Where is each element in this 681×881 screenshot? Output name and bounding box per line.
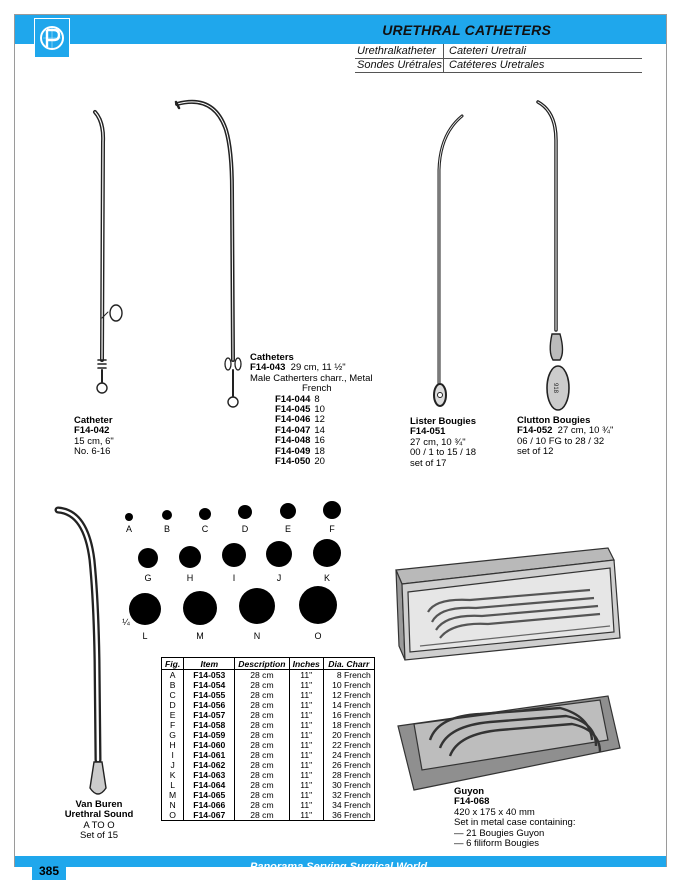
cell-fig: A — [162, 670, 184, 681]
van-buren-set: Set of 15 — [79, 830, 119, 842]
guyon-size: 420 x 175 x 40 mm — [454, 806, 535, 818]
guyon-case-illustration — [396, 548, 620, 790]
cell-description: 28 cm — [235, 670, 289, 681]
circle-G — [138, 548, 158, 568]
circle-label-m: M — [196, 631, 204, 641]
circle-label-j: J — [276, 573, 282, 583]
cell-dia-charr: 34 French — [323, 800, 374, 810]
catheters-size: 29 cm, 11 ½" — [290, 362, 346, 374]
catheter-size-value: 20 — [314, 456, 325, 468]
clutton-set: set of 12 — [517, 446, 554, 458]
cell-item: F14-055 — [184, 690, 235, 700]
cell-item: F14-063 — [184, 770, 235, 780]
cell-fig: B — [162, 680, 184, 690]
clutton-range: 06 / 10 FG to 28 / 32 — [517, 435, 605, 447]
table-row — [162, 810, 375, 821]
circle-J — [266, 541, 292, 567]
cell-description: 28 cm — [235, 770, 289, 780]
cell-fig: O — [162, 810, 184, 821]
catheter-size-item — [250, 405, 373, 415]
cell-item: F14-058 — [184, 720, 235, 730]
catheter-illustration — [95, 112, 122, 393]
cell-dia-charr: 10 French — [323, 680, 374, 690]
clutton-bougie-illustration — [538, 102, 569, 410]
cell-inches: 11" — [289, 700, 323, 710]
catheter-name: Catheter — [74, 415, 113, 426]
catheters-label — [250, 353, 373, 467]
cell-description: 28 cm — [235, 690, 289, 700]
cell-fig: D — [162, 700, 184, 710]
cell-inches: 11" — [289, 770, 323, 780]
table-row — [162, 790, 375, 800]
cell-item: F14-053 — [184, 670, 235, 681]
cell-fig: I — [162, 750, 184, 760]
lister-label — [410, 417, 476, 469]
guyon-name: Guyon — [454, 786, 485, 797]
cell-item: F14-054 — [184, 680, 235, 690]
circle-label-h: H — [186, 573, 194, 583]
lister-size: 27 cm, 10 ¾" — [410, 436, 466, 448]
clutton-size: 27 cm, 10 ¾" — [557, 425, 614, 437]
circle-I — [222, 543, 246, 567]
catheter-label — [74, 416, 114, 458]
cell-inches: 11" — [289, 670, 323, 681]
catheter-size-code: F14-050 — [275, 456, 311, 468]
circle-F — [323, 501, 341, 519]
circle-label-c: C — [201, 524, 209, 534]
header-inches: Inches — [289, 658, 323, 670]
cell-description: 28 cm — [235, 750, 289, 760]
cell-inches: 11" — [289, 680, 323, 690]
circle-E — [280, 503, 296, 519]
circle-label-o: O — [314, 631, 322, 641]
table-row — [162, 750, 375, 760]
cell-dia-charr: 30 French — [323, 780, 374, 790]
cell-description: 28 cm — [235, 800, 289, 810]
table-row — [162, 730, 375, 740]
circle-label-n: N — [253, 631, 261, 641]
guyon-desc: Set in metal case containing: — [454, 817, 576, 829]
cell-inches: 11" — [289, 740, 323, 750]
cell-description: 28 cm — [235, 680, 289, 690]
circle-H — [179, 546, 201, 568]
lister-name: Lister Bougies — [410, 416, 476, 427]
catheters-code: F14-043 — [250, 362, 286, 374]
catheter-size-code: F14-045 — [275, 404, 311, 416]
cell-inches: 11" — [289, 750, 323, 760]
circle-label-a: A — [125, 524, 132, 534]
cell-inches: 11" — [289, 760, 323, 770]
circle-K — [313, 539, 341, 567]
cell-description: 28 cm — [235, 720, 289, 730]
catheter-size-item — [250, 447, 373, 457]
table-row — [162, 780, 375, 790]
header-dia-charr: Dia. Charr — [323, 658, 374, 670]
catheter-size-code: F14-044 — [275, 393, 311, 405]
circle-label-g: G — [144, 573, 152, 583]
cell-fig: N — [162, 800, 184, 810]
circle-O — [299, 586, 337, 624]
circle-label-i: I — [232, 573, 236, 583]
circle-label-d: D — [241, 524, 249, 534]
header-item: Item — [184, 658, 235, 670]
cell-inches: 11" — [289, 710, 323, 720]
cell-description: 28 cm — [235, 700, 289, 710]
cell-inches: 11" — [289, 720, 323, 730]
catheter-size-item — [250, 415, 373, 425]
circle-label-k: K — [323, 573, 330, 583]
van-buren-name2: Urethral Sound — [64, 809, 134, 821]
cell-fig: E — [162, 710, 184, 720]
circle-B — [162, 510, 172, 520]
cell-inches: 11" — [289, 730, 323, 740]
cell-inches: 11" — [289, 780, 323, 790]
cell-dia-charr: 22 French — [323, 740, 374, 750]
page-number: 385 — [32, 862, 66, 880]
cell-inches: 11" — [289, 800, 323, 810]
table-row — [162, 770, 375, 780]
footer-tagline: Panorama Serving Surgical World — [250, 861, 428, 873]
catheter-code: F14-042 — [74, 425, 110, 437]
clutton-name: Clutton Bougies — [517, 415, 591, 426]
table-row — [162, 710, 375, 720]
circle-D — [238, 505, 252, 519]
table-row — [162, 740, 375, 750]
cell-inches: 11" — [289, 810, 323, 821]
van-buren-spec-table — [161, 657, 375, 821]
cell-item: F14-067 — [184, 810, 235, 821]
cell-description: 28 cm — [235, 790, 289, 800]
van-buren-label — [62, 800, 136, 842]
svg-text:918: 918 — [552, 383, 558, 394]
cell-dia-charr: 16 French — [323, 710, 374, 720]
cell-item: F14-061 — [184, 750, 235, 760]
table-row — [162, 720, 375, 730]
cell-item: F14-057 — [184, 710, 235, 720]
van-buren-range: A TO O — [83, 819, 115, 831]
cell-item: F14-066 — [184, 800, 235, 810]
catheter-size-value: 14 — [314, 424, 325, 436]
catheter-size: 15 cm, 6" — [74, 435, 114, 447]
catheter-size-code: F14-047 — [275, 424, 311, 436]
circle-label-l: L — [142, 631, 148, 641]
circle-N — [239, 588, 275, 624]
cell-dia-charr: 18 French — [323, 720, 374, 730]
guyon-label — [454, 787, 575, 849]
cell-dia-charr: 14 French — [323, 700, 374, 710]
catheters-size-list — [250, 395, 373, 468]
header-fig: Fig. — [162, 658, 184, 670]
catheter-size-value: 18 — [314, 445, 325, 457]
cell-fig: L — [162, 780, 184, 790]
circle-C — [199, 508, 211, 520]
catheter-size-item — [250, 426, 373, 436]
clutton-label — [517, 416, 613, 458]
cell-description: 28 cm — [235, 780, 289, 790]
cell-dia-charr: 20 French — [323, 730, 374, 740]
cell-dia-charr: 26 French — [323, 760, 374, 770]
cell-fig: G — [162, 730, 184, 740]
catheter-range: No. 6-16 — [74, 446, 111, 458]
circle-M — [183, 591, 217, 625]
guyon-code: F14-068 — [454, 796, 490, 808]
circle-label-f: F — [329, 524, 335, 534]
catheter-size-value: 12 — [314, 414, 325, 426]
cell-fig: K — [162, 770, 184, 780]
cell-fig: M — [162, 790, 184, 800]
table-row — [162, 760, 375, 770]
cell-description: 28 cm — [235, 730, 289, 740]
cell-dia-charr: 28 French — [323, 770, 374, 780]
cell-item: F14-065 — [184, 790, 235, 800]
cell-description: 28 cm — [235, 740, 289, 750]
catheter-size-item — [250, 395, 373, 405]
van-buren-sound-illustration — [58, 510, 106, 794]
cell-item: F14-060 — [184, 740, 235, 750]
male-catheter-illustration — [176, 102, 241, 407]
header-description: Description — [235, 658, 289, 670]
cell-dia-charr: 24 French — [323, 750, 374, 760]
page-title: URETHRAL CATHETERS — [382, 22, 551, 38]
catheter-size-code: F14-046 — [275, 414, 311, 426]
cell-description: 28 cm — [235, 710, 289, 720]
cell-description: 28 cm — [235, 810, 289, 821]
cell-item: F14-059 — [184, 730, 235, 740]
lister-code: F14-051 — [410, 426, 446, 438]
cell-dia-charr: 12 French — [323, 690, 374, 700]
size-circles — [125, 501, 341, 625]
table-header-row — [162, 658, 375, 670]
subtitle-german: Urethralkatheter — [357, 45, 436, 57]
catheters-name: Catheters — [250, 352, 294, 363]
cell-inches: 11" — [289, 790, 323, 800]
cell-item: F14-064 — [184, 780, 235, 790]
table-row — [162, 690, 375, 700]
catheter-size-value: 16 — [314, 435, 325, 447]
cell-dia-charr: 8 French — [323, 670, 374, 681]
table-row — [162, 680, 375, 690]
circle-label-e: E — [284, 524, 291, 534]
table-row — [162, 800, 375, 810]
subtitle-french: Sondes Urétrales — [357, 59, 442, 71]
catheter-size-code: F14-048 — [275, 435, 311, 447]
cell-item: F14-056 — [184, 700, 235, 710]
cell-item: F14-062 — [184, 760, 235, 770]
lister-bougie-illustration — [434, 116, 462, 406]
catheter-size-value: 10 — [314, 404, 325, 416]
cell-dia-charr: 36 French — [323, 810, 374, 821]
cell-description: 28 cm — [235, 760, 289, 770]
guyon-item2: — 6 filiform Bougies — [454, 838, 540, 850]
clutton-code: F14-052 — [517, 425, 553, 437]
catheter-size-code: F14-049 — [275, 445, 311, 457]
cell-fig: C — [162, 690, 184, 700]
catheters-desc: Male Catherters charr., Metal — [250, 372, 373, 384]
table-row — [162, 670, 375, 681]
circle-label-b: B — [163, 524, 170, 534]
catheter-size-item — [250, 457, 373, 467]
catheters-unit: French — [302, 383, 332, 395]
table-row — [162, 700, 375, 710]
lister-range: 00 / 1 to 15 / 18 — [410, 447, 477, 459]
circle-fraction-mark: ¼ — [122, 617, 130, 627]
catheter-size-item — [250, 436, 373, 446]
cell-fig: F — [162, 720, 184, 730]
circle-A — [125, 513, 133, 521]
cell-fig: J — [162, 760, 184, 770]
guyon-item1: — 21 Bougies Guyon — [454, 827, 545, 839]
van-buren-name1: Van Buren — [75, 799, 123, 810]
cell-fig: H — [162, 740, 184, 750]
subtitle-spanish: Catéteres Uretrales — [449, 59, 545, 71]
table-body — [162, 670, 375, 821]
cell-inches: 11" — [289, 690, 323, 700]
lister-set: set of 17 — [410, 457, 447, 469]
subtitle-italian: Cateteri Uretrali — [449, 45, 527, 57]
catheter-size-value: 8 — [314, 393, 320, 405]
cell-dia-charr: 32 French — [323, 790, 374, 800]
